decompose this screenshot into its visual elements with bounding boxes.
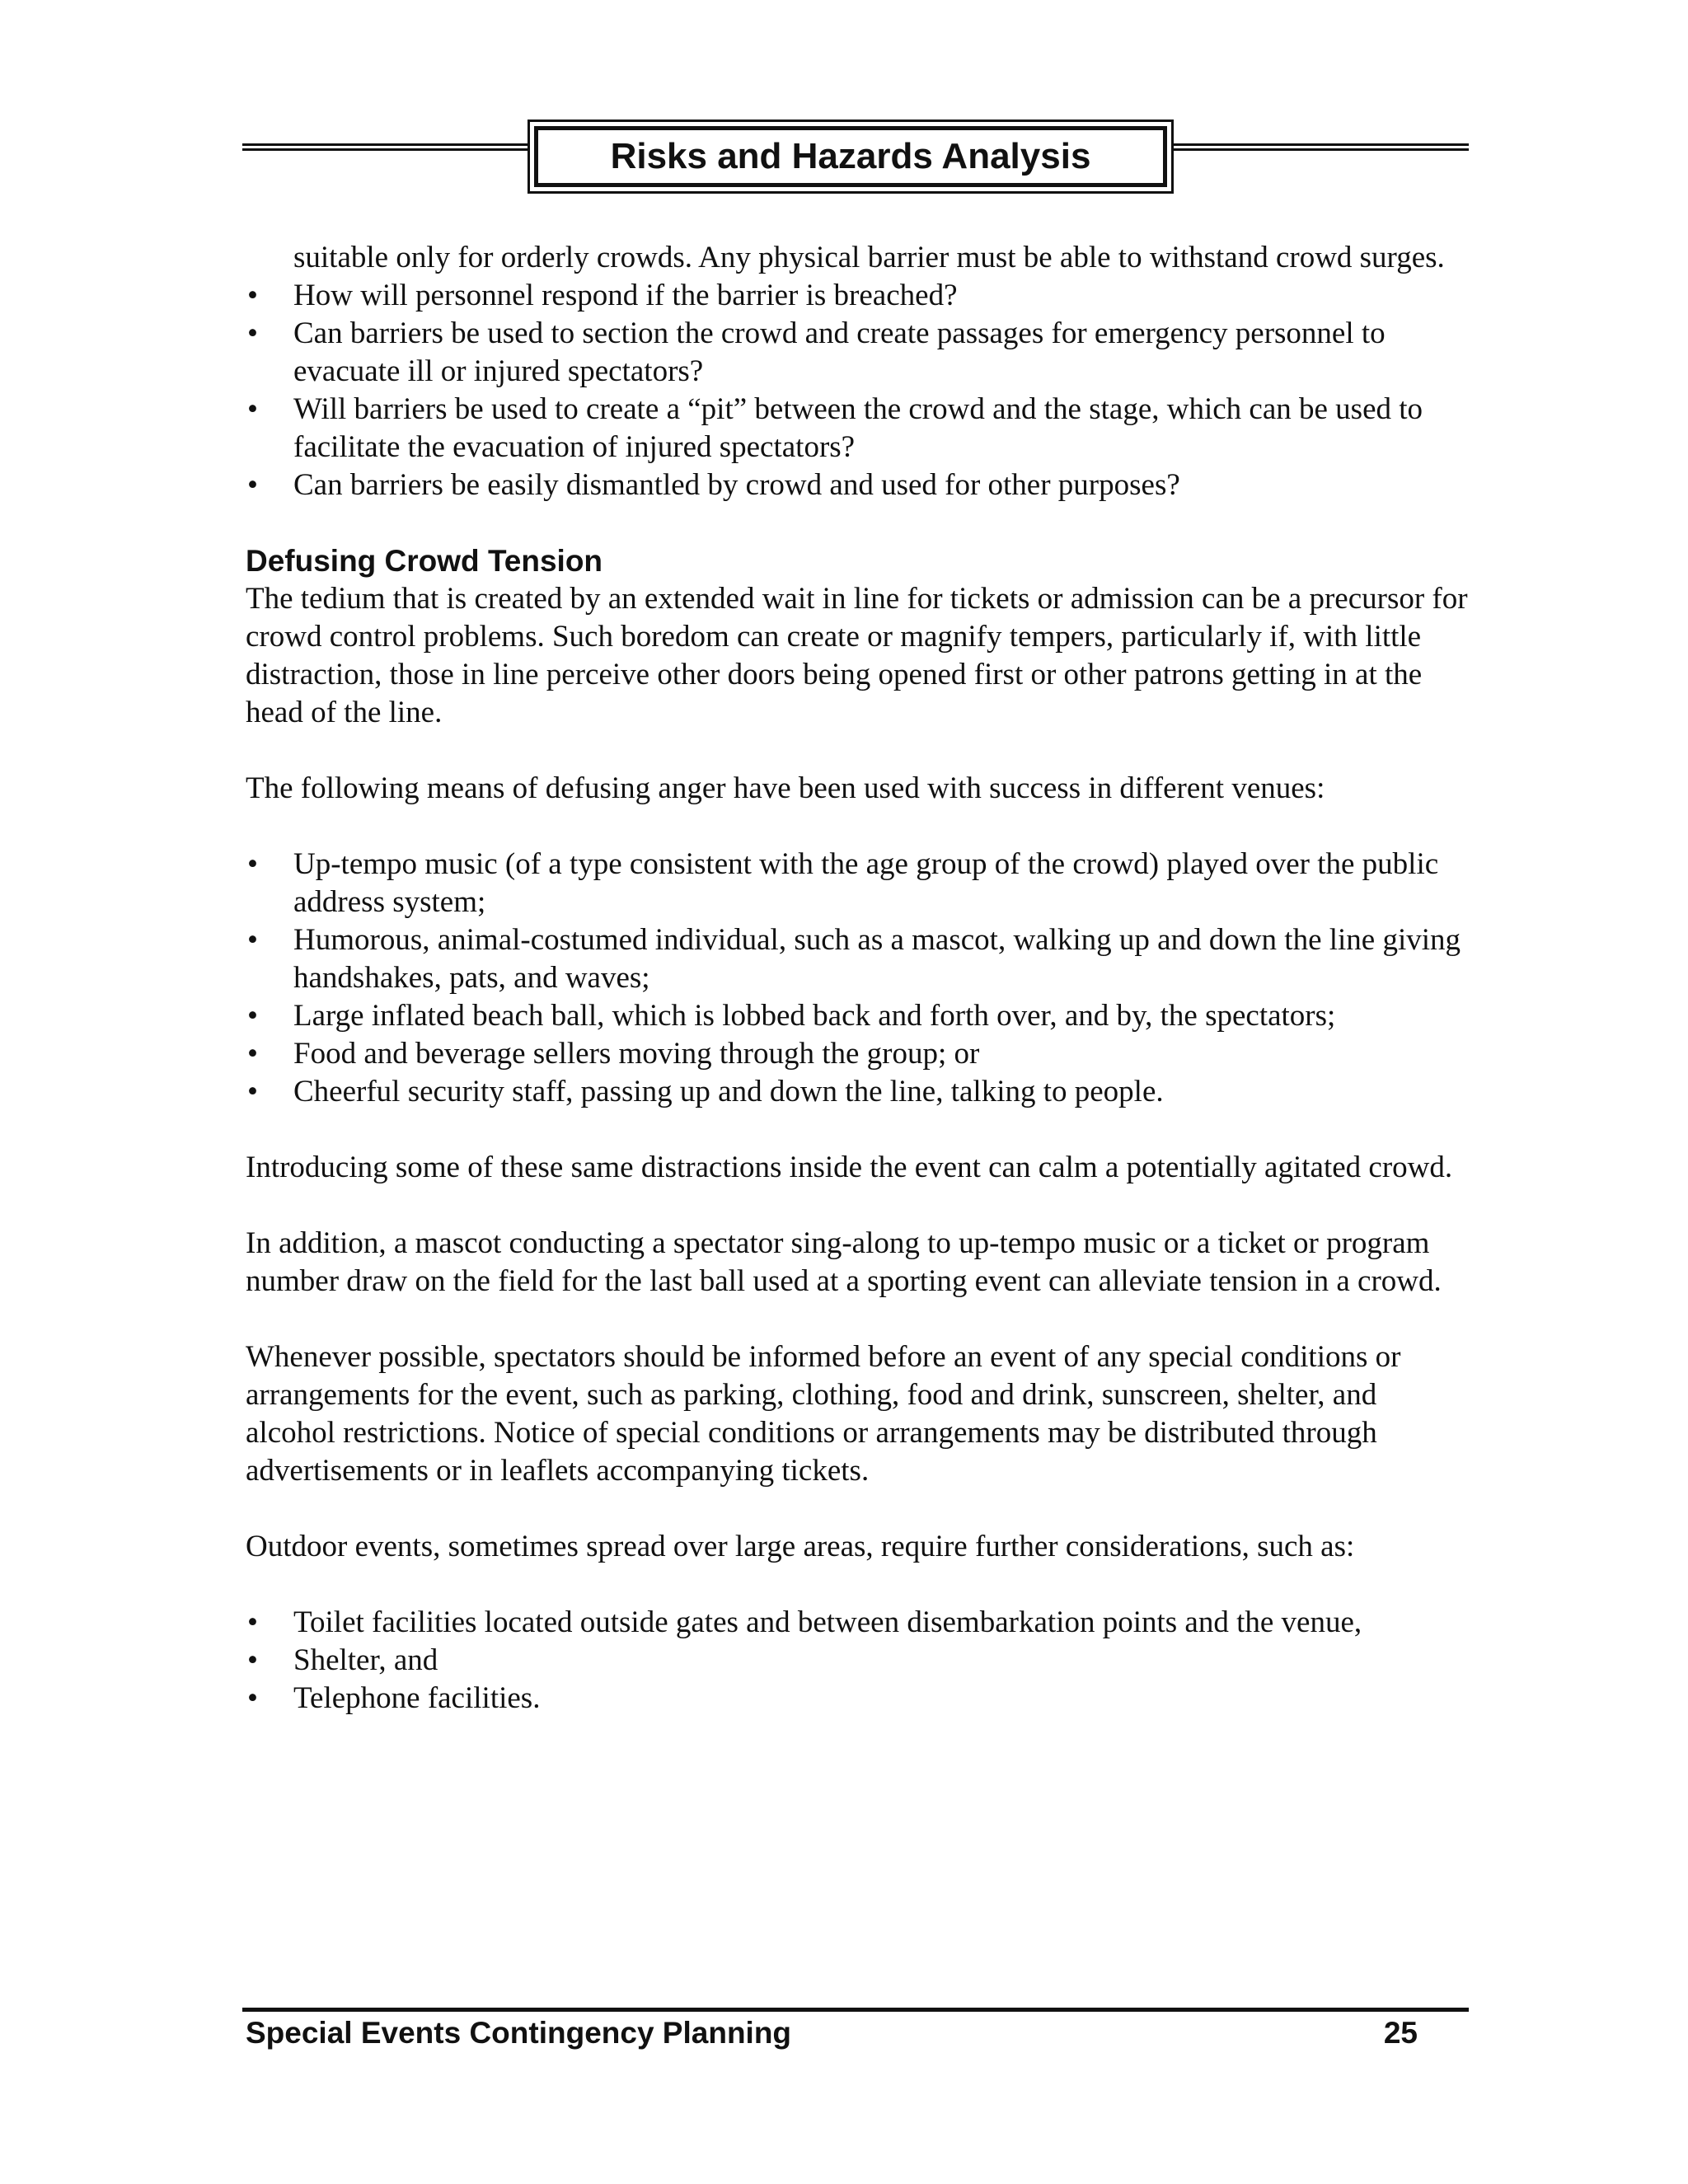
paragraph: The tedium that is created by an extended wait in line for tickets or admission can be a precursor for crowd control problems. Such boredom can create or magnify tempers, particularly if, with little distraction, those in line perceive other doors being opened first or other patrons getting in at the head of the line. bbox=[246, 582, 1468, 729]
list-item: • Shelter, and bbox=[246, 1642, 1474, 1680]
page-number: 25 bbox=[1383, 2016, 1418, 2050]
list-item: • Large inflated beach ball, which is lobbed back and forth over, and by, the spectators; bbox=[246, 997, 1474, 1035]
list-item: • Up-tempo music (of a type consistent with the age group of the crowd) played over the public address system; bbox=[246, 846, 1474, 921]
header-title-box bbox=[528, 120, 1174, 194]
paragraph: Outdoor events, sometimes spread over large areas, require further considerations, such as: bbox=[246, 1530, 1355, 1563]
barrier-question-list bbox=[246, 277, 1474, 504]
list-item: • Humorous, animal-costumed individual, such as a mascot, walking up and down the line giving handshakes, pats, and waves; bbox=[246, 921, 1474, 997]
list-item: • Telephone facilities. bbox=[246, 1680, 1474, 1718]
outdoor-considerations-list bbox=[246, 1604, 1474, 1718]
header-rule-right bbox=[1174, 143, 1469, 151]
paragraph: Whenever possible, spectators should be informed before an event of any special conditions or arrangements for the event, such as parking, clothing, food and drink, sunscreen, shelter, and alcohol restrictions. Notice of special conditions or arrangements may be distributed through advertisements or in leaflets accompanying tickets. bbox=[246, 1340, 1401, 1488]
list-item: • How will personnel respond if the barrier is breached? bbox=[246, 277, 1474, 315]
paragraph: Introducing some of these same distractions inside the event can calm a potentially agitated crowd. bbox=[246, 1151, 1453, 1184]
list-item: • Toilet facilities located outside gates and between disembarkation points and the venue, bbox=[246, 1604, 1474, 1642]
header-title: Risks and Hazards Analysis bbox=[534, 126, 1167, 187]
section-heading: Defusing Crowd Tension bbox=[246, 544, 603, 578]
continued-paragraph: suitable only for orderly crowds. Any physical barrier must be able to withstand crowd surges. bbox=[293, 241, 1445, 274]
defusing-means-list bbox=[246, 846, 1474, 1111]
page-body bbox=[246, 239, 1474, 1718]
paragraph: The following means of defusing anger have been used with success in different venues: bbox=[246, 771, 1325, 805]
list-item: • Can barriers be used to section the crowd and create passages for emergency personnel to evacuate ill or injured spectators? bbox=[246, 315, 1474, 391]
footer-title: Special Events Contingency Planning bbox=[246, 2016, 792, 2050]
list-item: • Food and beverage sellers moving through the group; or bbox=[246, 1035, 1474, 1073]
list-item: • Will barriers be used to create a “pit” between the crowd and the stage, which can be used to facilitate the evacuation of injured spectators? bbox=[246, 391, 1474, 466]
paragraph: In addition, a mascot conducting a spectator sing-along to up-tempo music or a ticket or program number draw on the field for the last ball used at a sporting event can alleviate tension in a crowd. bbox=[246, 1226, 1442, 1298]
list-item: • Cheerful security staff, passing up and down the line, talking to people. bbox=[246, 1073, 1474, 1111]
footer-rule bbox=[242, 2008, 1469, 2012]
list-item: • Can barriers be easily dismantled by crowd and used for other purposes? bbox=[246, 466, 1474, 504]
header-rule-left bbox=[242, 143, 529, 151]
